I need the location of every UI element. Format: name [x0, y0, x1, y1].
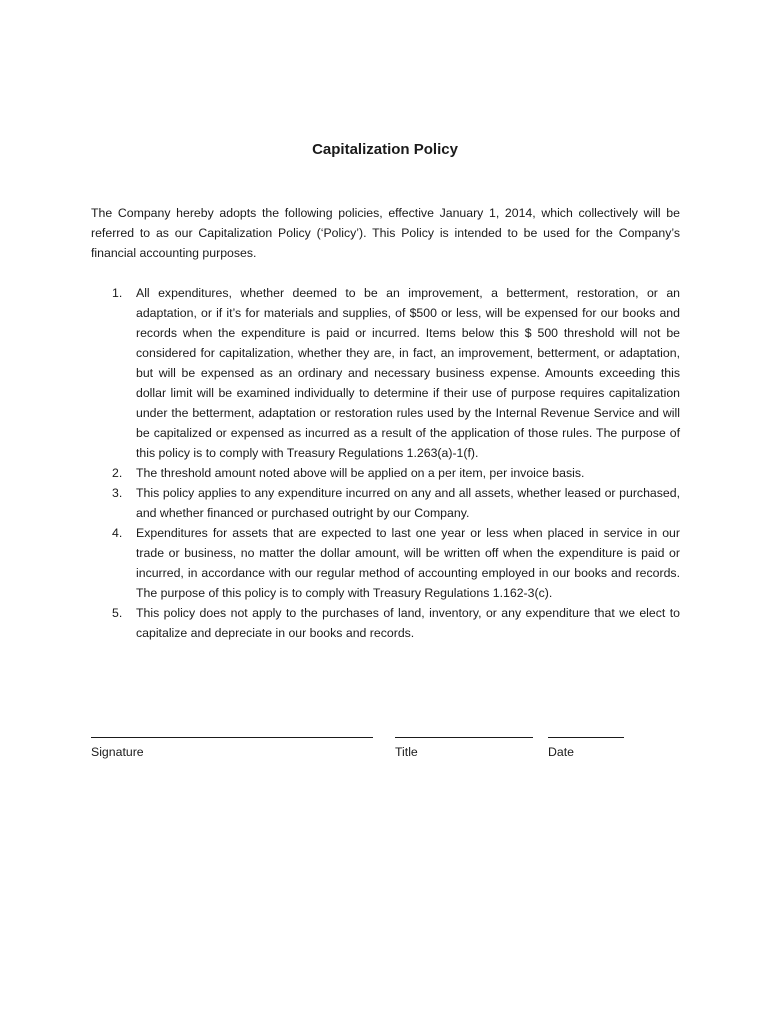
- signature-label: Signature: [91, 745, 144, 759]
- title-label: Title: [395, 745, 418, 759]
- policy-item-text: This policy applies to any expenditure incurred on any and all assets, whether leased or purchased, and whether financed or purchased outright by our Company.: [136, 486, 680, 520]
- policy-item-4: [91, 523, 680, 603]
- intro-paragraph: The Company hereby adopts the following policies, effective January 1, 2014, which collectively will be referred to as our Capitalization Policy (‘Policy’). This Policy is intended to be used for the Company’s financial accounting purposes.: [91, 206, 680, 260]
- policy-item-1: [91, 283, 680, 463]
- policy-item-number: 2.: [112, 466, 123, 480]
- document-title: Capitalization Policy: [312, 141, 458, 158]
- policy-item-text: Expenditures for assets that are expected to last one year or less when placed in service in our trade or business, no matter the dollar amount, will be written off when the expenditure is paid or incurred, in accordance with our regular method of accounting employed in our books and records. The purpose of this policy is to comply with Treasury Regulations 1.162-3(c).: [136, 526, 680, 600]
- policy-item-number: 4.: [112, 526, 123, 540]
- date-line[interactable]: [548, 737, 624, 738]
- policy-item-3: [91, 483, 680, 523]
- signature-line[interactable]: [91, 737, 373, 738]
- policy-item-text: All expenditures, whether deemed to be an improvement, a betterment, restoration, or an adaptation, or if it’s for materials and supplies, of $500 or less, will be expensed for our books and records when the expenditure is paid or incurred. Items below this $ 500 threshold will not be considered for capitalization, whether they are, in fact, an improvement, betterment, or adaptation, but will be expensed as an ordinary and necessary business expense. Amounts exceeding this dollar limit will be examined individually to determine if their use of purpose requires capitalization under the betterment, adaptation or restoration rules used by the Internal Revenue Service and will be capitalized or expensed as incurred as a result of the application of those rules. The purpose of this policy is to comply with Treasury Regulations 1.263(a)-1(f).: [136, 286, 680, 460]
- policy-item-number: 5.: [112, 606, 123, 620]
- policy-item-2: [91, 463, 680, 483]
- policy-item-5: [91, 603, 680, 643]
- policy-item-text: This policy does not apply to the purchases of land, inventory, or any expenditure that we elect to capitalize and depreciate in our books and records.: [136, 606, 680, 640]
- policy-item-number: 3.: [112, 486, 123, 500]
- policy-item-number: 1.: [112, 286, 123, 300]
- policy-item-text: The threshold amount noted above will be applied on a per item, per invoice basis.: [136, 466, 585, 480]
- date-label: Date: [548, 745, 574, 759]
- policy-list: [91, 283, 680, 643]
- title-line[interactable]: [395, 737, 533, 738]
